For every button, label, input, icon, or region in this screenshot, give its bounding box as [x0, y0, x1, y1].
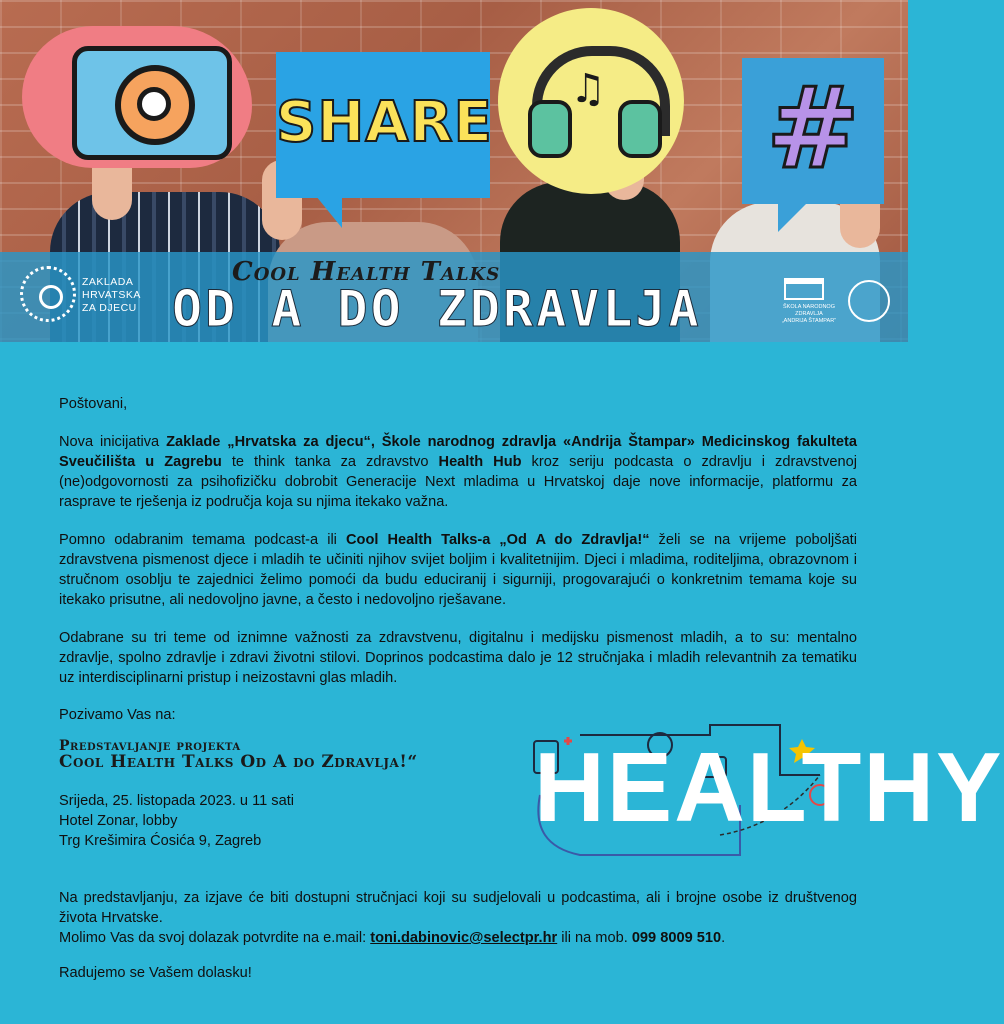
p2-run: Cool Health Talks-a „Od A do Zdravlja!“	[345, 532, 650, 548]
p1-run: Zaklade „Hrvatska za djecu“, Škole narodnog zdravlja «Andrija Štampar» Medicinskog fakulteta Sveučilišta u Zagrebu	[59, 434, 858, 470]
paragraph-4	[59, 888, 857, 948]
school-logo-caption-1: ŠKOLA NARODNOG ZDRAVLJA	[783, 304, 835, 317]
main-title: OD A DO ZDRAVLJA	[172, 280, 702, 338]
zaklada-logo	[20, 266, 170, 326]
university-seal-icon	[848, 280, 890, 322]
phone-number: 099 8009 510	[631, 930, 722, 946]
email-link[interactable]: toni.dabinovic@selectpr.hr	[370, 930, 558, 946]
share-text: SHARE	[276, 90, 493, 155]
healthy-word: HEALTHY	[534, 732, 1004, 842]
event-heading: Predstavljanje projekta	[59, 738, 241, 754]
paragraph-3: Odabrane su tri teme od iznimne važnosti za zdravstvenu, digitalnu i medijsku pismenost mladih, a to su: mentalno zdravlje, spolno zdravlje i zdravi životni stilovi. Doprinos podcastima dalo je 12 stručnjaka i mladih relevantnih za tematiku uz interdisciplinarni pristup i neizostavni glas mladih.	[59, 630, 857, 686]
school-logo-caption-2: „ANDRIJA ŠTAMPAR"	[781, 318, 837, 324]
paragraph-4-line-2	[59, 928, 857, 948]
p1-run: kroz seriju podcasta o zdravlju i zdravstvenoj (ne)odgovornosti za psihofizičku dobrobit Generacije Next mladima u Hrvatskoj daje nove informacije, platformu za rasprave te rješenja iz područja koja su njima itekako važna.	[59, 454, 857, 510]
zaklada-logo-icon	[20, 266, 76, 322]
event-venue: Hotel Zonar, lobby	[59, 813, 178, 829]
p2-run: Pomno odabranim temama podcast-a ili	[59, 532, 346, 548]
logo-line-2: HRVATSKA	[82, 289, 141, 301]
hashtag-bubble	[742, 58, 884, 204]
p1-run: Nova inicijativa	[59, 434, 167, 450]
sentence-end: .	[721, 930, 726, 946]
event-date: Srijeda, 25. listopada 2023. u 11 sati	[59, 793, 295, 809]
music-note-icon: ♫	[570, 66, 606, 112]
healthy-graphic	[520, 715, 1004, 865]
share-bubble	[276, 52, 493, 198]
hashtag-icon: #	[766, 64, 860, 194]
event-details	[59, 791, 294, 851]
headphones-bubble	[498, 8, 684, 194]
paragraph-2	[59, 530, 857, 610]
greeting: Poštovani,	[59, 396, 128, 412]
logo-line-3: ZA DJECU	[82, 302, 137, 314]
p1-run: Health Hub	[438, 454, 522, 470]
paragraph-1	[59, 432, 857, 512]
camera-icon	[72, 46, 232, 160]
event-address: Trg Krešimira Ćosića 9, Zagreb	[59, 833, 262, 849]
logo-line-1: ZAKLADA	[82, 276, 134, 288]
phone-prefix: ili na mob.	[557, 930, 632, 946]
series-name: Cool Health Talks	[232, 257, 501, 287]
event-title: Cool Health Talks Od A do Zdravlja!“	[59, 752, 418, 772]
p1-run: te think tanka za zdravstvo	[221, 454, 439, 470]
invite-line: Pozivamo Vas na:	[59, 707, 176, 723]
building-icon	[784, 278, 824, 300]
school-logo	[778, 276, 898, 326]
closing-line: Radujemo se Vašem dolasku!	[59, 965, 252, 981]
paragraph-4-line-1: Na predstavljanju, za izjave će biti dostupni stručnjaci koji su sudjelovali u podcastima, ali i brojne osobe iz društvenog života Hrvatske.	[59, 890, 857, 926]
p2-run: želi se na vrijeme poboljšati zdravstvena pismenost djece i mladih te učiniti njihov svijet boljim i kvalitetnijim. Djeci i mladima, roditeljima, obrazovnom i stručnom osoblju te zajednici želimo pomoći da budu educiranij i sigurniji, progovarajući o konkretnim temama koje su itekako prisutne, ali nedovoljno javne, a često i nedovoljno rješavane.	[59, 532, 857, 608]
camera-bubble	[22, 26, 252, 168]
confirm-text: Molimo Vas da svoj dolazak potvrdite na e.mail:	[59, 930, 371, 946]
